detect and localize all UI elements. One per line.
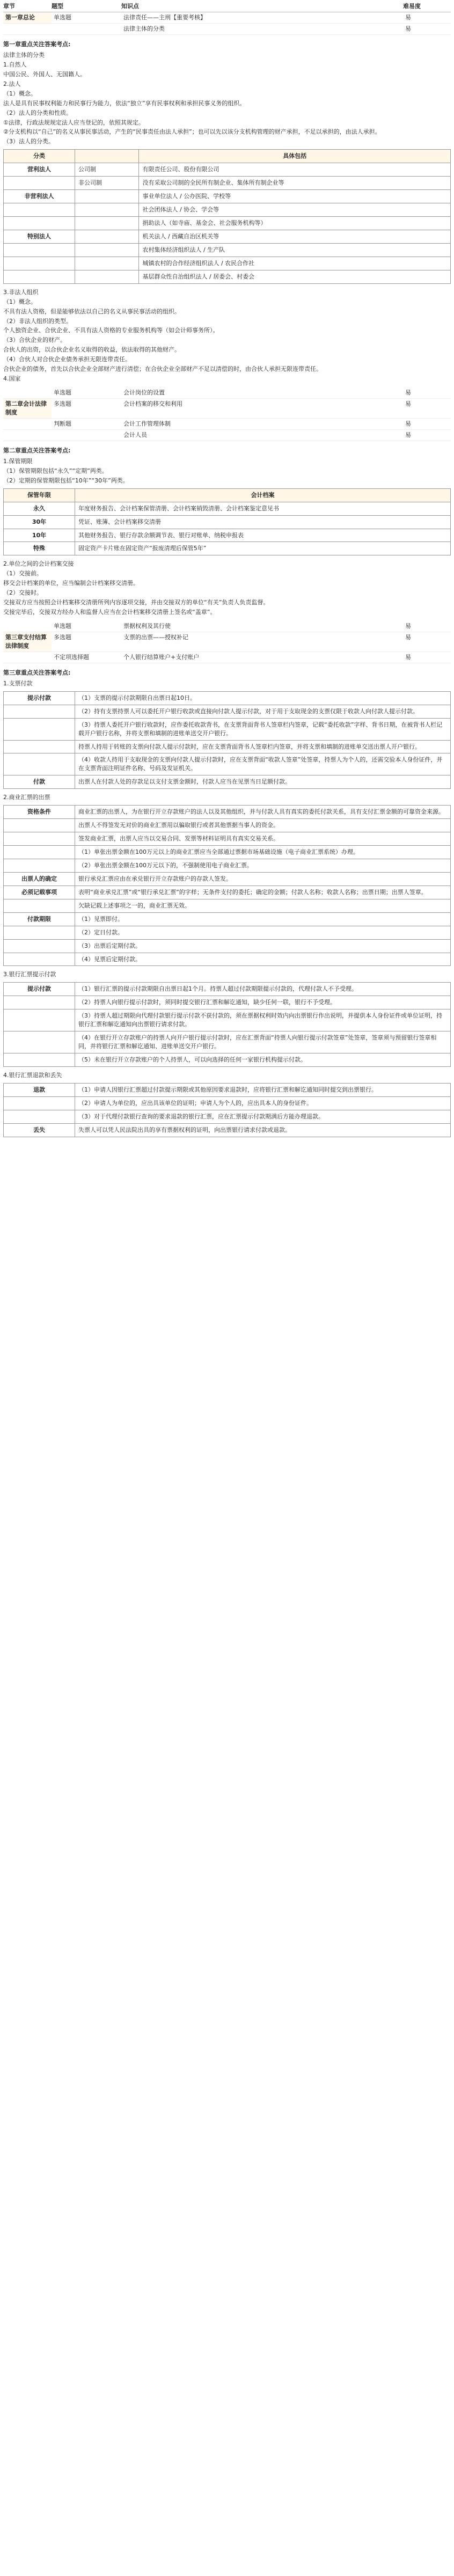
ch3-title: 第三章重点关注答案考点: — [3, 669, 71, 676]
cell — [4, 1096, 75, 1110]
cell: 付款期限 — [4, 912, 75, 926]
text-line: （1）交接前。 — [3, 570, 42, 577]
toc-cell — [52, 430, 121, 441]
text-line: （4）合伙人对合伙企业债务承担无限连带责任。 — [3, 356, 131, 363]
toc-cell: 会计档案的移交和利用 — [121, 399, 306, 419]
cell: （2）申请人为单位的，应出具该单位的证明；申请人为个人的，应出具本人的身份证件。 — [75, 1096, 451, 1110]
toc-cell: 易 — [403, 399, 451, 419]
toc-cell: 第三章支付结算法律制度 — [3, 632, 52, 652]
cell — [75, 217, 139, 230]
cell: （2）定日付款。 — [75, 926, 451, 939]
text-line: 中国公民、外国人、无国籍人。 — [3, 70, 86, 78]
cell: 没有采取公司制的全民所有制企业、集体所有制企业等 — [139, 177, 451, 190]
toc-cell — [3, 419, 52, 430]
text-line: 2.单位之间的会计档案交接 — [3, 560, 74, 568]
toc-cell: 单选题 — [52, 12, 121, 24]
cell: （1）支票的提示付款期限自出票日起10日。 — [75, 691, 451, 705]
text-line: 移交会计档案的单位，应当编制会计档案移交清册。 — [3, 580, 139, 587]
toc-cell: 易 — [403, 419, 451, 430]
ch1-table — [3, 149, 451, 283]
th — [75, 150, 139, 163]
cell: 凭证、账簿、会计档案移交清册 — [75, 515, 451, 529]
cell — [4, 953, 75, 966]
toc-ch2 — [3, 387, 451, 441]
text-line: （3）法人的分类。 — [3, 138, 54, 145]
cell: （4）见票后定期付款。 — [75, 953, 451, 966]
toc-cell: 易 — [403, 652, 451, 663]
text-line: 2.商业汇票的出票 — [3, 794, 50, 801]
cell: 持票人持用于转账的支票向付款人提示付款时，应在支票背面背书人签章栏内签章，并将支票和填制的进账单交送出票人开户银行。 — [75, 740, 451, 753]
toc-cell: 第一章总论 — [3, 12, 52, 24]
toc-cell: 会计人员 — [121, 430, 306, 441]
cell: 提示付款 — [4, 983, 75, 996]
text-line: 法律主体的分类 — [3, 51, 45, 58]
cell — [4, 832, 75, 846]
cell — [4, 996, 75, 1009]
cell — [4, 718, 75, 740]
cell: （5）未在银行开立存款账户的个人持票人，可以向选择的任何一家银行机构提示付款。 — [75, 1053, 451, 1067]
cell — [75, 230, 139, 243]
text-line: 1.保管期限 — [3, 457, 33, 465]
toc-cell — [306, 419, 403, 430]
ch2-title: 第二章重点关注答案考点: — [3, 447, 71, 454]
ch3-table-1 — [3, 691, 451, 789]
toc-cell — [52, 24, 121, 35]
col-type: 题型 — [52, 3, 63, 10]
toc-cell: 易 — [403, 387, 451, 399]
th: 会计档案 — [75, 488, 451, 502]
cell — [4, 177, 75, 190]
ch3-table-2 — [3, 805, 451, 966]
cell: 永久 — [4, 502, 75, 515]
toc-cell: 判断题 — [52, 419, 121, 430]
cell — [4, 859, 75, 872]
cell: 特殊 — [4, 542, 75, 555]
toc-cell — [3, 652, 52, 663]
text-line: （2）定期的保管期限包括“10年”“30年”两类。 — [3, 477, 129, 484]
text-line: 合伙人的出资，以合伙企业名义取得的收益，依法取得的其他财产。 — [3, 346, 180, 354]
cell: 出票人不得签发无对价的商业汇票用以骗取银行或者其他票据当事人的资金。 — [75, 819, 451, 832]
cell: （4）在银行开立存款账户的持票人向开户银行提示付款时，应在汇票背面“持票人向银行提示付款签章”处签章，签章须与预留银行签章相同，并将银行汇票和解讫通知、进账单送交开户银行。 — [75, 1031, 451, 1053]
cell: 非营利法人 — [4, 190, 75, 203]
ch1-lines — [3, 51, 451, 146]
cell — [75, 243, 139, 257]
cell: （3）对于代理付款银行查询的要求退款的银行汇票，应在汇票提示付款期满后方能办理退款。 — [75, 1110, 451, 1123]
toc-cell: 法律责任——主刑【重要考核】 — [121, 12, 306, 24]
cell: 机关法人 / 西藏自治区机关等 — [139, 230, 451, 243]
cell — [4, 1110, 75, 1123]
cell — [4, 899, 75, 912]
cell: （2）持有支票持票人可以委托开户银行收款或直接向付款人提示付款，对于用于支取现金的支票仅限于收款人向付款人提示付款。 — [75, 705, 451, 718]
cell — [4, 740, 75, 753]
text-line: 不具有法人资格，但是能够依法以自己的名义从事民事活动的组织。 — [3, 308, 180, 315]
toc-cell — [306, 621, 403, 632]
toc-cell: 票据权利及其行使 — [121, 621, 306, 632]
cell: 捐助法人（如寺庙、基金会、社会服务机构等） — [139, 217, 451, 230]
cell: （3）持票人委托开户银行收款时，应作委托收款背书，在支票背面背书人签章栏内签章，记载“委托收款”字样、背书日期，在被背书人栏记载开户银行名称，并将支票和填制的进账单送交开户银行。 — [75, 718, 451, 740]
cell: 营利法人 — [4, 163, 75, 177]
table-header — [3, 1, 451, 12]
toc-cell: 多选题 — [52, 632, 121, 652]
cell: 丢失 — [4, 1123, 75, 1137]
cell: 有限责任公司、股份有限公司 — [139, 163, 451, 177]
text-line: 3.银行汇票提示付款 — [3, 971, 56, 978]
col-chapter: 章节 — [3, 3, 15, 10]
toc-cell: 支票的出票——授权补记 — [121, 632, 306, 652]
toc-cell: 易 — [403, 621, 451, 632]
text-line: （1）保管期限包括“永久”“定期”两类。 — [3, 467, 108, 474]
cell — [4, 705, 75, 718]
cell: 10年 — [4, 529, 75, 542]
cell — [4, 1053, 75, 1067]
cell: 年度财务报告、会计档案保管清册、会计档案销毁清册、会计档案鉴定意见书 — [75, 502, 451, 515]
toc-cell — [3, 24, 52, 35]
toc-cell: 易 — [403, 430, 451, 441]
cell: 提示付款 — [4, 691, 75, 705]
ch1-title: 第一章重点关注答案考点: — [3, 41, 71, 48]
toc-cell: 不定项选择题 — [52, 652, 121, 663]
toc-cell — [3, 430, 52, 441]
text-line: （3）合伙企业的财产。 — [3, 336, 66, 344]
cell: 社会团体法人 / 协会、学会等 — [139, 203, 451, 217]
col-difficulty: 难易度 — [403, 3, 421, 10]
toc-cell — [3, 387, 52, 399]
th: 具体包括 — [139, 150, 451, 163]
cell — [4, 819, 75, 832]
toc-cell: 会计岗位的设置 — [121, 387, 306, 399]
toc-cell: 第二章会计法律制度 — [3, 399, 52, 419]
cell: 非公司制 — [75, 177, 139, 190]
cell — [4, 257, 75, 270]
toc-cell — [3, 621, 52, 632]
cell: 表明“商业承兑汇票”或“银行承兑汇票”的字样；无条件支付的委托；确定的金额；付款人名称；收款人名称；出票日期；出票人签章。 — [75, 885, 451, 899]
cell — [4, 243, 75, 257]
cell: 付款 — [4, 775, 75, 789]
cell: （1）申请人因银行汇票超过付款提示期限或其他原因要求退款时，应将银行汇票和解讫通知同时提交到出票银行。 — [75, 1083, 451, 1096]
text-line: （2）交接时。 — [3, 589, 42, 597]
text-line: （1）概念。 — [3, 298, 36, 305]
text-line: 1.支票付款 — [3, 679, 33, 687]
cell — [4, 753, 75, 775]
cell: 城镇农村的合作经济组织法人 / 农民合作社 — [139, 257, 451, 270]
cell: 出票人在付款人处的存款足以支付支票金额时，付款人应当在见票当日足额付款。 — [75, 775, 451, 789]
cell: 事业单位法人 / 公办医院、学校等 — [139, 190, 451, 203]
cell — [75, 203, 139, 217]
cell — [4, 846, 75, 859]
ch2-table — [3, 488, 451, 556]
toc-cell — [306, 24, 403, 35]
toc-cell: 单选题 — [52, 387, 121, 399]
text-line: （1）概念。 — [3, 90, 36, 97]
cell: 商业汇票的出票人，为在银行开立存款账户的法人以及其他组织，并与付款人具有真实的委托付款关系，具有支付汇票金额的可靠资金来源。 — [75, 806, 451, 819]
toc-cell — [306, 12, 403, 24]
ch1-after — [3, 288, 451, 383]
cell: 基层群众性自治组织法人 / 居委会、村委会 — [139, 270, 451, 283]
cell — [75, 257, 139, 270]
cell: 银行承兑汇票应由在承兑银行开立存款账户的存款人签发。 — [75, 872, 451, 885]
text-line: 个人独资企业、合伙企业、不具有法人资格的专业服务机构等（如会计师事务所）。 — [3, 327, 219, 334]
toc-ch3 — [3, 621, 451, 663]
toc-cell: 易 — [403, 632, 451, 652]
col-knowledge: 知识点 — [121, 3, 139, 10]
toc-cell: 多选题 — [52, 399, 121, 419]
text-line: 法人是具有民事权利能力和民事行为能力，依法“独立”享有民事权利和承担民事义务的组织。 — [3, 99, 246, 107]
cell: 失票人可以凭人民法院出具的享有票据权利的证明，向出票银行请求付款或退款。 — [75, 1123, 451, 1137]
text-line: （2）法人的分类和性质。 — [3, 109, 72, 116]
text-line: 2.法人 — [3, 80, 21, 87]
toc-cell: 个人银行结算账户+支付账户 — [121, 652, 306, 663]
text-line: 合伙企业的债务，首先以合伙企业全部财产进行清偿；在合伙企业全部财产不足以清偿的时，由合伙人承担无限连带责任。 — [3, 365, 322, 373]
toc-cell — [306, 399, 403, 419]
toc-cell — [306, 387, 403, 399]
cell: 退款 — [4, 1083, 75, 1096]
cell: 资格条件 — [4, 806, 75, 819]
th: 分类 — [4, 150, 75, 163]
cell: 欠缺记载上述事项之一的，商业汇票无效。 — [75, 899, 451, 912]
cell — [4, 926, 75, 939]
text-line: ②分支机构以“自己”的名义从事民事活动，产生的“民事责任由法人承担”；也可以先以该分支机构管理的财产承担，不足以承担的，由法人承担。 — [3, 128, 381, 136]
cell: （1）银行汇票的提示付款期限自出票日起1个月。持票人超过付款期限提示付款的，代理付款人不予受理。 — [75, 983, 451, 996]
ch3-table-4 — [3, 1083, 451, 1137]
toc-cell: 法律主体的分类 — [121, 24, 306, 35]
cell: （2）单张出票金额在100万元以下的，不强制使用电子商业汇票。 — [75, 859, 451, 872]
th: 保管年限 — [4, 488, 75, 502]
text-line: （2）非法人组织的类型。 — [3, 317, 72, 325]
cell — [4, 1031, 75, 1053]
text-line: 4.国家 — [3, 375, 21, 383]
text-line: 交接完毕后，交接双方经办人和监督人应当在会计档案移交清册上签名或“盖章”。 — [3, 609, 216, 616]
cell — [4, 203, 75, 217]
text-line: 交接双方应当按照会计档案移交清册所列内容逐项交接，并由交接双方的单位“有关”负责人负责监督。 — [3, 599, 269, 606]
cell: 固定资产卡片账在固定资产“报废清理后保管5年” — [75, 542, 451, 555]
toc-cell — [306, 632, 403, 652]
cell: （3）持票人超过期限向代理付款银行提示付款不获付款的，须在票据权利时效内向出票银行作出说明，并提供本人身份证件或单位证明，持银行汇票和解讫通知向出票银行请求付款。 — [75, 1009, 451, 1031]
cell: （1）单张出票金额在100万元以上的商业汇票应当全部通过票据市场基础设施（电子商业汇票系统）办理。 — [75, 846, 451, 859]
cell: （1）见票即付。 — [75, 912, 451, 926]
text-line: 1.自然人 — [3, 61, 27, 68]
cell: 30年 — [4, 515, 75, 529]
cell: 特别法人 — [4, 230, 75, 243]
toc-ch1 — [3, 12, 451, 35]
ch3-table-3 — [3, 982, 451, 1067]
cell: 必须记载事项 — [4, 885, 75, 899]
toc-cell: 易 — [403, 12, 451, 24]
cell — [4, 1009, 75, 1031]
text-line: 4.银行汇票退款和丢失 — [3, 1071, 62, 1079]
toc-cell: 单选题 — [52, 621, 121, 632]
cell — [4, 217, 75, 230]
toc-cell: 会计工作管理体制 — [121, 419, 306, 430]
toc-cell: 易 — [403, 24, 451, 35]
cell — [75, 270, 139, 283]
cell: 农村集体经济组织法人 / 生产队 — [139, 243, 451, 257]
cell: 其他财务报告、银行存款余额调节表、银行对账单、纳税申报表 — [75, 529, 451, 542]
ch2-after — [3, 560, 451, 617]
toc-cell — [306, 652, 403, 663]
cell — [4, 270, 75, 283]
text-line: ①法律，行政法规规定法人应当登记的，依照其规定。 — [3, 119, 144, 126]
cell: 签发商业汇票，出票人应当以交易合同、发票等材料证明具有真实交易关系。 — [75, 832, 451, 846]
cell: 公司制 — [75, 163, 139, 177]
cell: （4）收款人持用于支取现金的支票向付款人提示付款时，应在支票背面“收款人签章”处签章，持票人为个人的，还需交验本人身份证件，并在支票背面注明证件名称、号码及发证机关。 — [75, 753, 451, 775]
toc-cell — [306, 430, 403, 441]
cell: （3）出票后定期付款。 — [75, 939, 451, 953]
cell: （2）持票人向银行提示付款时，须同时提交银行汇票和解讫通知，缺少任何一联，银行不予受理。 — [75, 996, 451, 1009]
cell: 出票人的确定 — [4, 872, 75, 885]
cell — [75, 190, 139, 203]
cell — [4, 939, 75, 953]
text-line: 3.非法人组织 — [3, 288, 39, 296]
